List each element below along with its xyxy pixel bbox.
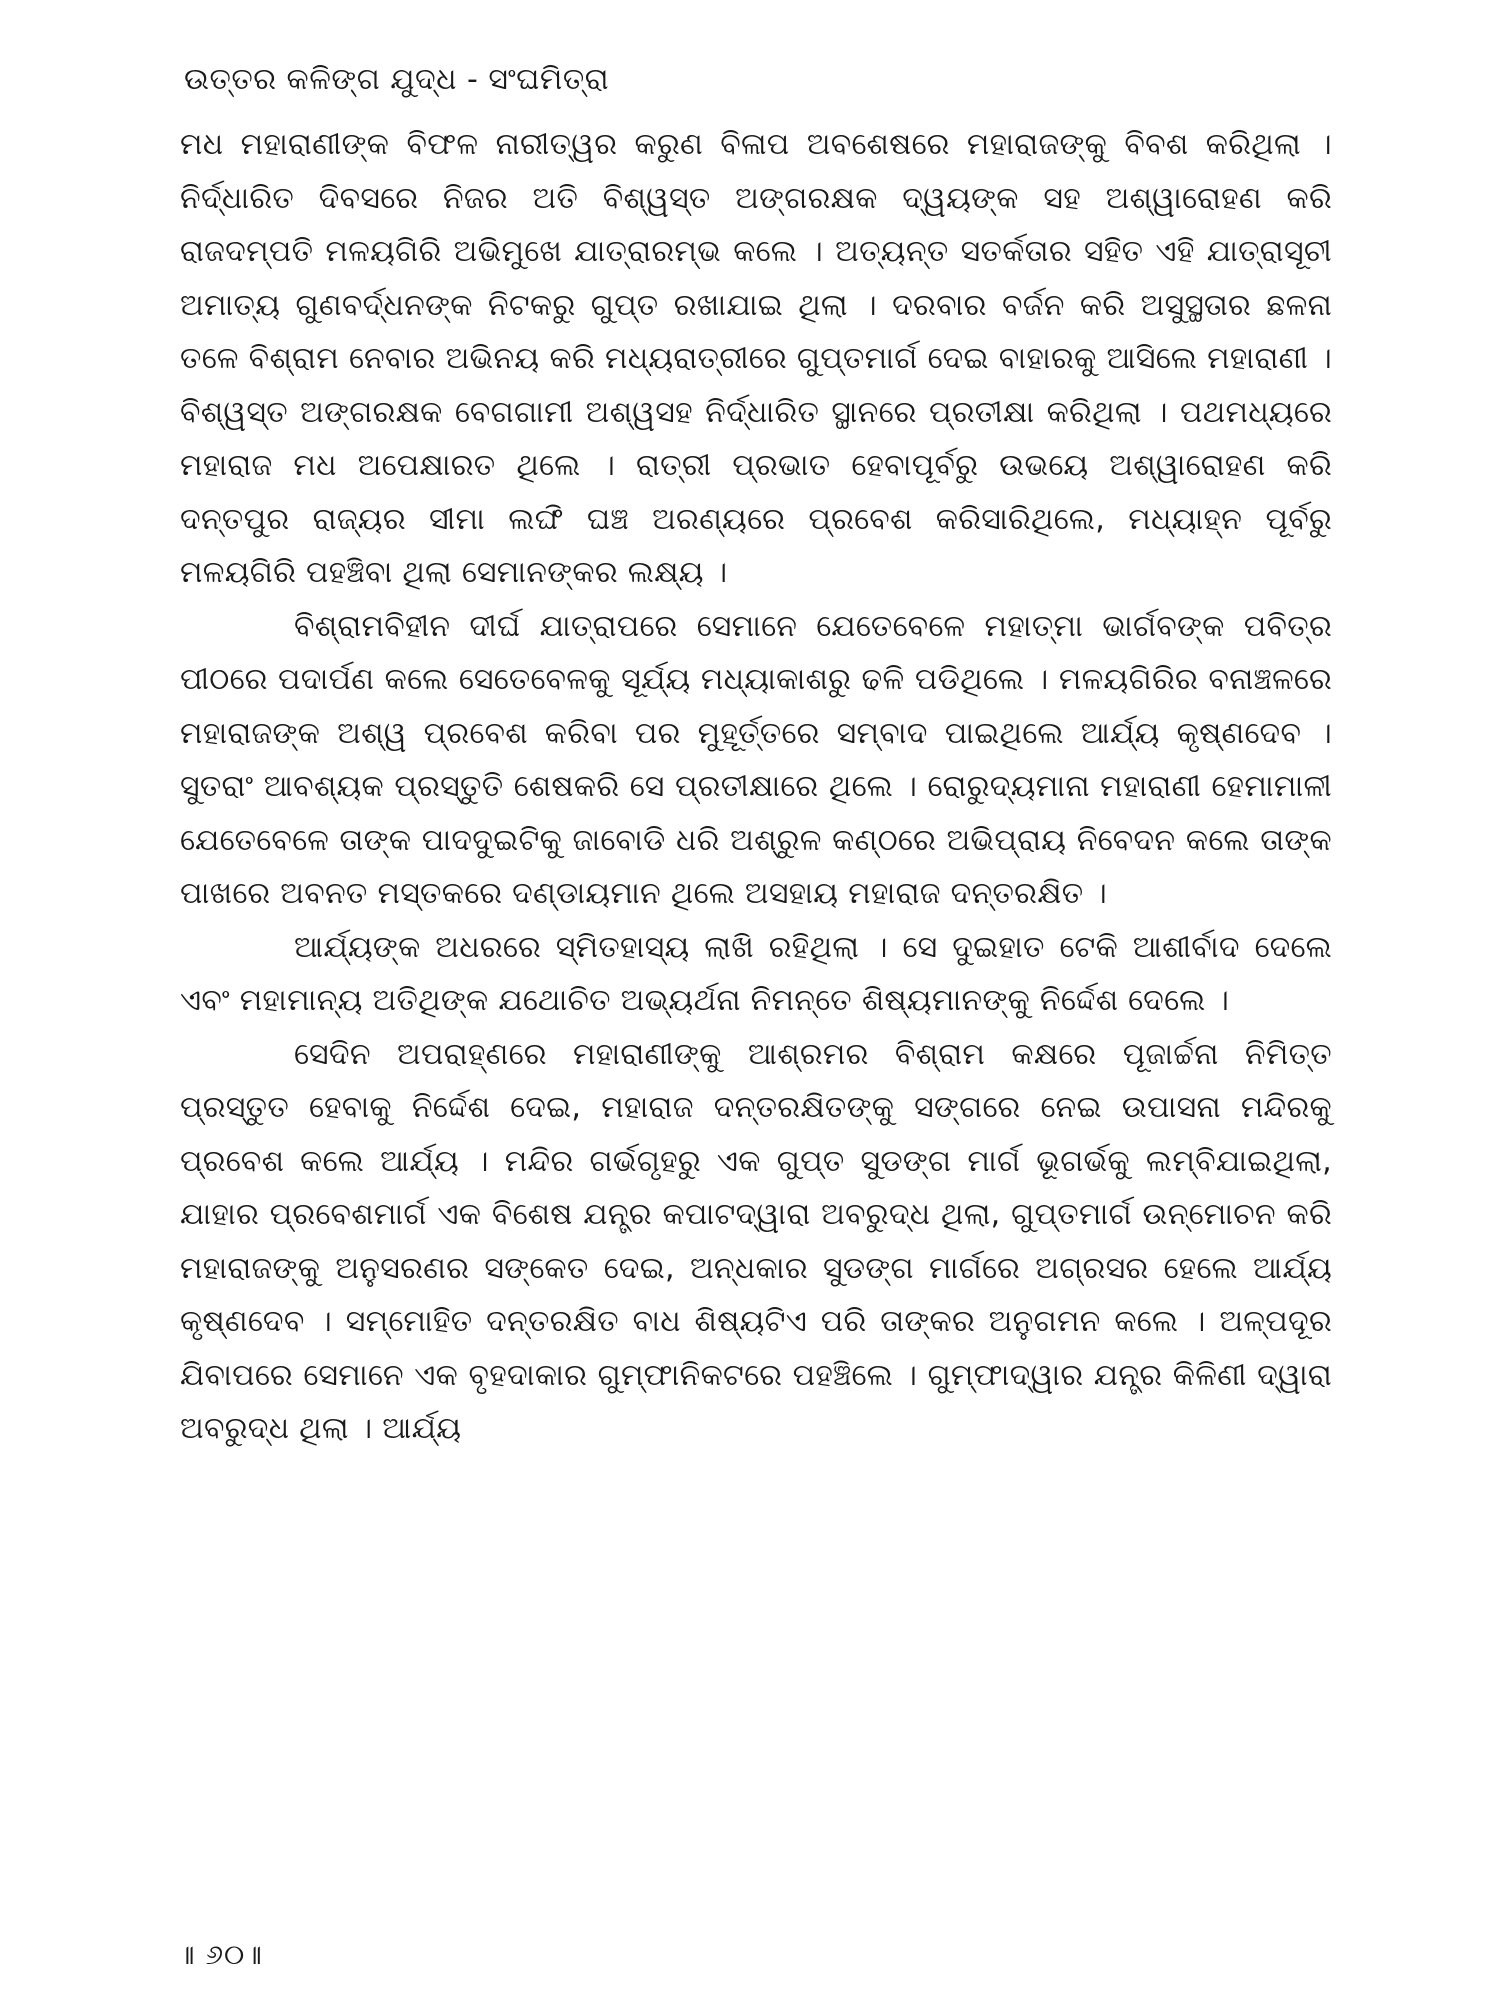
running-head: ଉତ୍ତର କଳିଙ୍ଗ ଯୁଦ୍ଧ - ସଂଘମିତ୍ରା (184, 62, 610, 97)
paragraph-3: ଆର୍ଯ୍ୟଙ୍କ ଅଧରରେ ସ୍ମିତହାସ୍ୟ ଲାଖି ରହିଥିଲା । ସେ ଦୁଇହାତ ଟେକି ଆଶୀର୍ବାଦ ଦେଲେ ଏବଂ ମହାମାନ୍ୟ ଅତିଥିଙ୍କ ଯଥୋଚିତ ଅଭ୍ୟର୍ଥନା ନିମନ୍ତେ ଶିଷ୍ୟମାନଙ୍କୁ ନିର୍ଦ୍ଦେଶ ଦେଲେ । (180, 929, 1332, 1018)
page-number: ॥ ୬୦॥ (178, 1938, 263, 1971)
paragraph-2: ବିଶ୍ରାମବିହୀନ ଦୀର୍ଘ ଯାତ୍ରାପରେ ସେମାନେ ଯେତେବେଳେ ମହାତ୍ମା ଭାର୍ଗବଙ୍କ ପବିତ୍ର ପୀଠରେ ପଦାର୍ପଣ କଲେ ସେତେବେଳକୁ ସୂର୍ଯ୍ୟ ମଧ୍ୟାକାଶରୁ ଢଳି ପଡିଥିଲେ । ମଳୟଗିରିର ବନାଞ୍ଚଳରେ ମହାରାଜଙ୍କ ଅଶ୍ୱ ପ୍ରବେଶ କରିବା ପର ମୁହୂର୍ତ୍ତରେ ସମ୍ବାଦ ପାଇଥିଲେ ଆର୍ଯ୍ୟ କୃଷ୍ଣଦେବ । ସୁତରାଂ ଆବଶ୍ୟକ ପ୍ରସ୍ତୁତି ଶେଷକରି ସେ ପ୍ରତୀକ୍ଷାରେ ଥିଲେ । ରୋରୁଦ୍ୟମାନା ମହାରାଣୀ ହେମାମାଳୀ ଯେତେବେଳେ ତାଙ୍କ ପାଦଦୁଇଟିକୁ ଜାବୋଡି ଧରି ଅଶ୍ରୁଳ କଣ୍ଠରେ ଅଭିପ୍ରାୟ ନିବେଦନ କଲେ ତାଙ୍କ ପାଖରେ ଅବନତ ମସ୍ତକରେ ଦଣ୍ଡାୟମାନ ଥିଲେ ଅସହାୟ ମହାରାଜ ଦନ୍ତରକ୍ଷିତ । (180, 608, 1332, 911)
paragraph-4: ସେଦିନ ଅପରାହ୍ଣରେ ମହାରାଣୀଙ୍କୁ ଆଶ୍ରମର ବିଶ୍ରାମ କକ୍ଷରେ ପୂଜାର୍ଚ୍ଚନା ନିମିତ୍ତ ପ୍ରସ୍ତୁତ ହେବାକୁ ନିର୍ଦ୍ଦେଶ ଦେଇ, ମହାରାଜ ଦନ୍ତରକ୍ଷିତଙ୍କୁ ସଙ୍ଗରେ ନେଇ ଉପାସନା ମନ୍ଦିରକୁ ପ୍ରବେଶ କଲେ ଆର୍ଯ୍ୟ । ମନ୍ଦିର ଗର୍ଭଗୃହରୁ ଏକ ଗୁପ୍ତ ସୁଡଙ୍ଗ ମାର୍ଗ ଭୂଗର୍ଭକୁ ଲମ୍ବିଯାଇଥିଲା, ଯାହାର ପ୍ରବେଶମାର୍ଗ ଏକ ବିଶେଷ ଯନ୍ତ୍ର କପାଟଦ୍ୱାରା ଅବରୁଦ୍ଧ ଥିଲା, ଗୁପ୍ତମାର୍ଗ ଉନ୍ମୋଚନ କରି ମହାରାଜଙ୍କୁ ଅନୁସରଣର ସଙ୍କେତ ଦେଇ, ଅନ୍ଧକାର ସୁଡଙ୍ଗ ମାର୍ଗରେ ଅଗ୍ରସର ହେଲେ ଆର୍ଯ୍ୟ କୃଷ୍ଣଦେବ । ସମ୍ମୋହିତ ଦନ୍ତରକ୍ଷିତ ବାଧ ଶିଷ୍ୟଟିଏ ପରି ତାଙ୍କର ଅନୁଗମନ କଲେ । ଅଳ୍ପଦୂର ଯିବାପରେ ସେମାନେ ଏକ ବୃହଦାକାର ଗୁମ୍ଫାନିକଟରେ ପହଞ୍ଚିଲେ । ଗୁମ୍ଫାଦ୍ୱାର ଯନ୍ତ୍ର କିଳିଣୀ ଦ୍ୱାରା ଅବରୁଦ୍ଧ ଥିଲା । ଆର୍ଯ୍ୟ (180, 1036, 1332, 1446)
paragraph-1: ମଧ ମହାରାଣୀଙ୍କ ବିଫଳ ନାରୀତ୍ୱର କରୁଣ ବିଳାପ ଅବଶେଷରେ ମହାରାଜଙ୍କୁ ବିବଶ କରିଥିଲା । ନିର୍ଦ୍ଧାରିତ ଦିବସରେ ନିଜର ଅତି ବିଶ୍ୱସ୍ତ ଅଙ୍ଗରକ୍ଷକ ଦ୍ୱୟଙ୍କ ସହ ଅଶ୍ୱାରୋହଣ କରି ରାଜଦମ୍ପତି ମଳୟଗିରି ଅଭିମୁଖେ ଯାତ୍ରାରମ୍ଭ କଲେ । ଅତ୍ୟନ୍ତ ସତର୍କତାର ସହିତ ଏହି ଯାତ୍ରାସୂଚୀ ଅମାତ୍ୟ ଗୁଣବର୍ଦ୍ଧନଙ୍କ ନିଟକରୁ ଗୁପ୍ତ ରଖାଯାଇ ଥିଲା । ଦରବାର ବର୍ଜନ କରି ଅସୁସ୍ଥତାର ଛଳନା ତଳେ ବିଶ୍ରାମ ନେବାର ଅଭିନୟ କରି ମଧ୍ୟରାତ୍ରୀରେ ଗୁପ୍ତମାର୍ଗ ଦେଇ ବାହାରକୁ ଆସିଲେ ମହାରାଣୀ । ବିଶ୍ୱସ୍ତ ଅଙ୍ଗରକ୍ଷକ ବେଗଗାମୀ ଅଶ୍ୱସହ ନିର୍ଦ୍ଧାରିତ ସ୍ଥାନରେ ପ୍ରତୀକ୍ଷା କରିଥିଲା । ପଥମଧ୍ୟରେ ମହାରାଜ ମଧ ଅପେକ୍ଷାରତ ଥିଲେ । ରାତ୍ରୀ ପ୍ରଭାତ ହେବାପୂର୍ବରୁ ଉଭୟେ ଅଶ୍ୱାରୋହଣ କରି ଦନ୍ତପୁର ରାଜ୍ୟର ସୀମା ଲଙ୍ଘି ଘଞ୍ଚ ଅରଣ୍ୟରେ ପ୍ରବେଶ କରିସାରିଥିଲେ, ମଧ୍ୟାହ୍ନ ପୂର୍ବରୁ ମଳୟଗିରି ପହଞ୍ଚିବା ଥିଲା ସେମାନଙ୍କର ଲକ୍ଷ୍ୟ । (180, 127, 1332, 590)
